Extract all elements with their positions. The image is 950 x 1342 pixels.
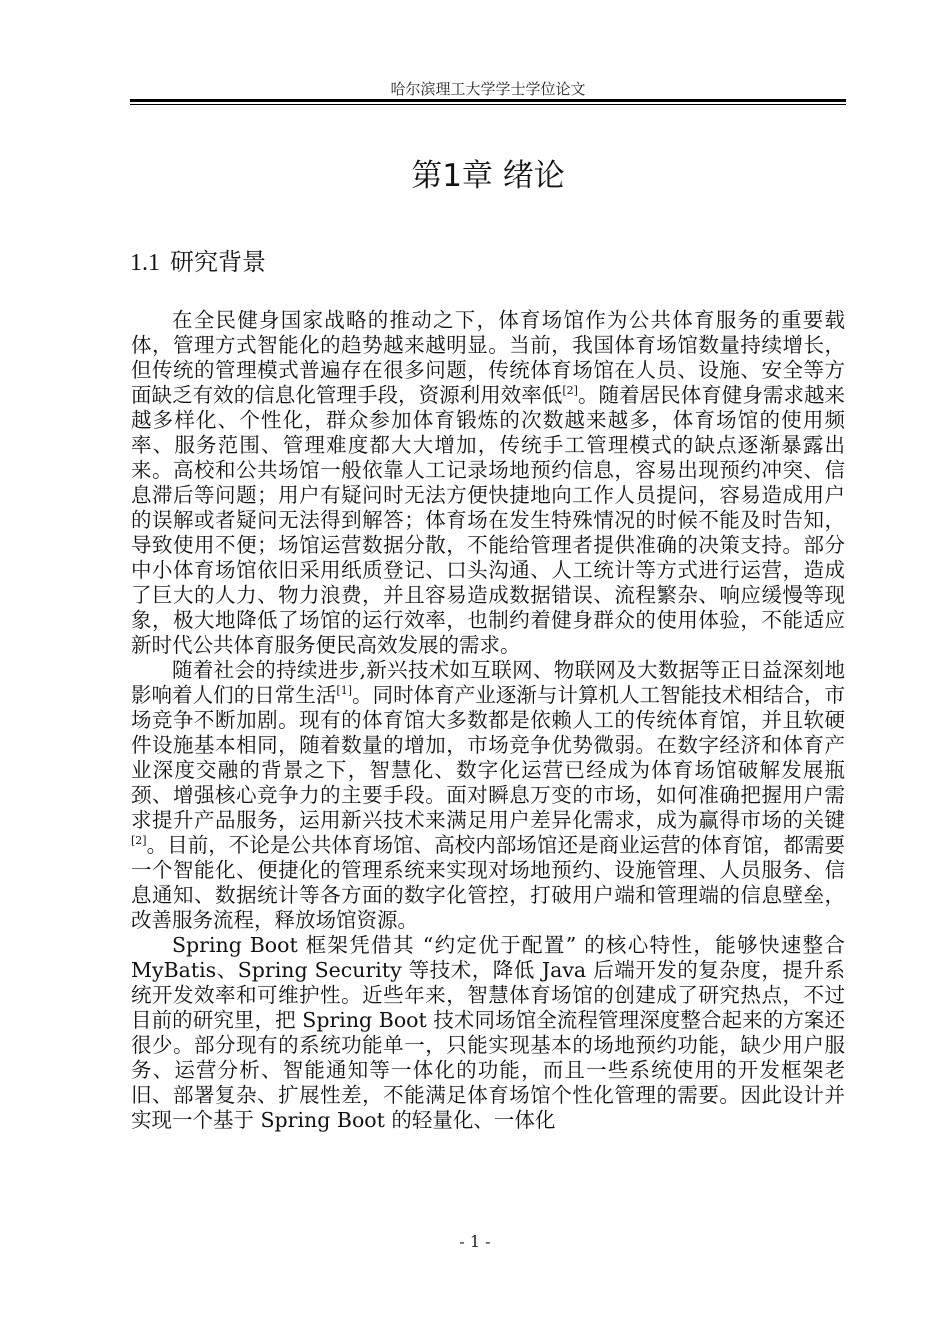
section-number: 1.1	[130, 250, 160, 276]
page-number: - 1 -	[459, 1232, 491, 1251]
chapter-title: 第1章 绪论	[411, 158, 565, 194]
paragraph-text: Spring Boot 框架凭借其 “约定优于配置” 的核心特性，能够快速整合 MyBatis、Spring Security 等技术，降低 Java 后端开发的复杂度，提升系统开发效率和可维护性。近些年来，智慧体育场馆的创建成了研究热点，不过目前的研究里，把 Spring Boot 技术同场馆全流程管理深度整合起来的方案还很少。部分现有的系统功能单一，只能实现基本的场地预约功能，缺少用户服务、运营分析、智能通知等一体化的功能，而且一些系统使用的开发框架老旧、部署复杂、扩展性差，不能满足体育场馆个性化管理的需要。因此设计并实现一个基于 Spring Boot 的轻量化、一体化	[131, 933, 845, 1132]
running-header: 哈尔滨理工大学学士学位论文	[390, 80, 586, 98]
citation-marker: [2]	[131, 834, 147, 847]
citation-marker: [2]	[562, 384, 578, 397]
body-paragraph	[131, 658, 845, 933]
paragraph-text: 在全民健身国家战略的推动之下，体育场馆作为公共体育服务的重要载体，管理方式智能化的趋势越来越明显。当前，我国体育场馆数量持续增长，但传统的管理模式普遍存在很多问题，传统体育场馆在人员、设施、安全等方面缺乏有效的信息化管理手段，资源利用效率低	[131, 308, 845, 407]
body-text	[131, 308, 845, 1133]
header-rule	[130, 99, 846, 102]
paragraph-text: 。目前，不论是公共体育场馆、高校内部场馆还是商业运营的体育馆，都需要一个智能化、便捷化的管理系统来实现对场地预约、设施管理、人员服务、信息通知、数据统计等各方面的数字化管控，打破用户端和管理端的信息壁垒，改善服务流程，释放场馆资源。	[131, 833, 845, 932]
citation-marker: [1]	[336, 684, 353, 697]
paragraph-text: 。随着居民体育健身需求越来越多样化、个性化，群众参加体育锻炼的次数越来越多，体育场馆的使用频率、服务范围、管理难度都大大增加，传统手工管理模式的缺点逐渐暴露出来。高校和公共场馆一般依靠人工记录场地预约信息，容易出现预约冲突、信息滞后等问题；用户有疑问时无法方便快捷地向工作人员提问，容易造成用户的误解或者疑问无法得到解答；体育场在发生特殊情况的时候不能及时告知，导致使用不便；场馆运营数据分散，不能给管理者提供准确的决策支持。部分中小体育场馆依旧采用纸质登记、口头沟通、人工统计等方式进行运营，造成了巨大的人力、物力浪费，并且容易造成数据错误、流程繁杂、响应缓慢等现象，极大地降低了场馆的运行效率，也制约着健身群众的使用体验，不能适应新时代公共体育服务便民高效发展的需求。	[131, 383, 846, 657]
header-rule-thin	[130, 104, 846, 105]
body-paragraph	[131, 933, 845, 1133]
section-title-text: 研究背景	[170, 248, 266, 276]
paragraph-text: 随着社会的持续进步,新兴技术如互联网、物联网及大数据等正日益深刻地影响着人们的日常生活	[131, 658, 845, 707]
section-heading	[130, 242, 266, 277]
paragraph-text: 。同时体育产业逐渐与计算机人工智能技术相结合，市场竞争不断加剧。现有的体育馆大多数都是依赖人工的传统体育馆，并且软硬件设施基本相同，随着数量的增加，市场竞争优势微弱。在数字经济和体育产业深度交融的背景之下，智慧化、数字化运营已经成为体育场馆破解发展瓶颈、增强核心竞争力的主要手段。面对瞬息万变的市场，如何准确把握用户需求提升产品服务，运用新兴技术来满足用户差异化需求，成为赢得市场的关键	[131, 683, 846, 832]
body-paragraph	[131, 308, 845, 658]
